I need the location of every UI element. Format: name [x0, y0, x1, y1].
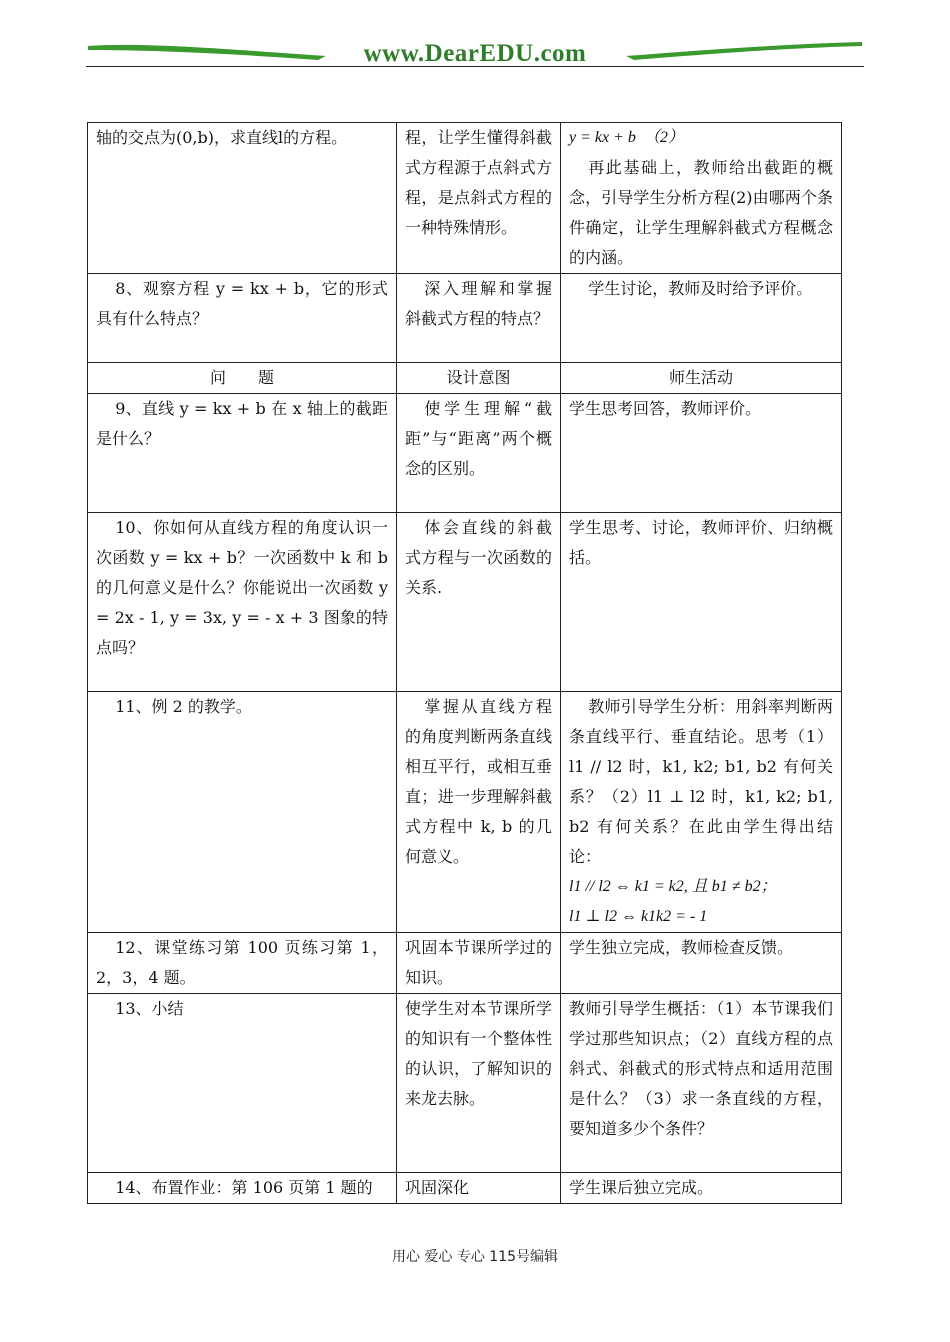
- activity-text: 教师引导学生分析：用斜率判断两条直线平行、垂直结论。思考（1）l1 // l2 时，k1, k2; b1, b2 有何关系？（2）l1 ⊥ l2 时，k1, k2; b1, b2 有何关系？在此由学生得出结论：: [569, 697, 833, 866]
- activity-cell: 学生课后独立完成。: [561, 1173, 842, 1204]
- table-row: [88, 933, 842, 994]
- question-cell: 13、小结: [88, 994, 397, 1173]
- activity-cell: [561, 123, 842, 274]
- question-cell: 14、布置作业：第 106 页第 1 题的: [88, 1173, 397, 1204]
- activity-text: 再此基础上，教师给出截距的概念，引导学生分析方程(2)由哪两个条件确定，让学生理解斜截式方程概念的内涵。: [569, 158, 833, 267]
- intent-cell: 深入理解和掌握斜截式方程的特点？: [397, 274, 561, 363]
- intent-cell: 巩固本节课所学过的知识。: [397, 933, 561, 994]
- column-header-question: 问 题: [88, 363, 397, 394]
- column-header-intent: 设计意图: [397, 363, 561, 394]
- intent-cell: 使学生理解“截距”与“距离”两个概念的区别。: [397, 394, 561, 513]
- activity-cell: 学生思考、讨论，教师评价、归纳概括。: [561, 513, 842, 692]
- column-header-activity: 师生活动: [561, 363, 842, 394]
- table-header-row: [88, 363, 842, 394]
- intent-cell: 掌握从直线方程的角度判断两条直线相互平行，或相互垂直；进一步理解斜截式方程中 k, b 的几何意义。: [397, 692, 561, 933]
- equation-line: y = kx + b （2）: [569, 129, 684, 146]
- question-cell: 11、例 2 的教学。: [88, 692, 397, 933]
- header-rule: [86, 66, 864, 67]
- intent-cell: 使学生对本节课所学的知识有一个整体性的认识，了解知识的来龙去脉。: [397, 994, 561, 1173]
- activity-cell: 教师引导学生概括：（1）本节课我们学过那些知识点；（2）直线方程的点斜式、斜截式的形式特点和适用范围是什么？（3）求一条直线的方程，要知道多少个条件？: [561, 994, 842, 1173]
- question-cell: 12、课堂练习第 100 页练习第 1，2，3，4 题。: [88, 933, 397, 994]
- table-row: [88, 513, 842, 692]
- page-footer: 用心 爱心 专心 115号编辑: [391, 1249, 559, 1265]
- activity-cell: 学生讨论，教师及时给予评价。: [561, 274, 842, 363]
- table-row: [88, 1173, 842, 1204]
- lesson-table: [87, 122, 842, 1204]
- question-cell: 10、你如何从直线方程的角度认识一次函数 y = kx + b？一次函数中 k 和 b 的几何意义是什么？你能说出一次函数 y = 2x - 1, y = 3x, y = - x + 3 图象的特点吗？: [88, 513, 397, 692]
- activity-cell: [561, 692, 842, 933]
- table-row: [88, 692, 842, 933]
- page-header: [86, 36, 864, 72]
- table-row: [88, 274, 842, 363]
- question-cell: 8、观察方程 y = kx + b，它的形式具有什么特点？: [88, 274, 397, 363]
- activity-cell: 学生思考回答，教师评价。: [561, 394, 842, 513]
- activity-cell: 学生独立完成，教师检查反馈。: [561, 933, 842, 994]
- intent-cell: 体会直线的斜截式方程与一次函数的关系.: [397, 513, 561, 692]
- table-row: [88, 123, 842, 274]
- question-cell: 轴的交点为(0,b)，求直线l的方程。: [88, 123, 397, 274]
- conclusion-parallel: l1 // l2 ⇔ k1 = k2, 且 b1 ≠ b2；: [569, 878, 777, 895]
- site-logo-text: www.DearEDU.com: [363, 40, 587, 67]
- conclusion-perpendicular: l1 ⊥ l2 ⇔ k1k2 = - 1: [569, 908, 708, 925]
- table-row: [88, 994, 842, 1173]
- intent-cell: 程，让学生懂得斜截式方程源于点斜式方程，是点斜式方程的一种特殊情形。: [397, 123, 561, 274]
- table-row: [88, 394, 842, 513]
- question-cell: 9、直线 y = kx + b 在 x 轴上的截距是什么？: [88, 394, 397, 513]
- intent-cell: 巩固深化: [397, 1173, 561, 1204]
